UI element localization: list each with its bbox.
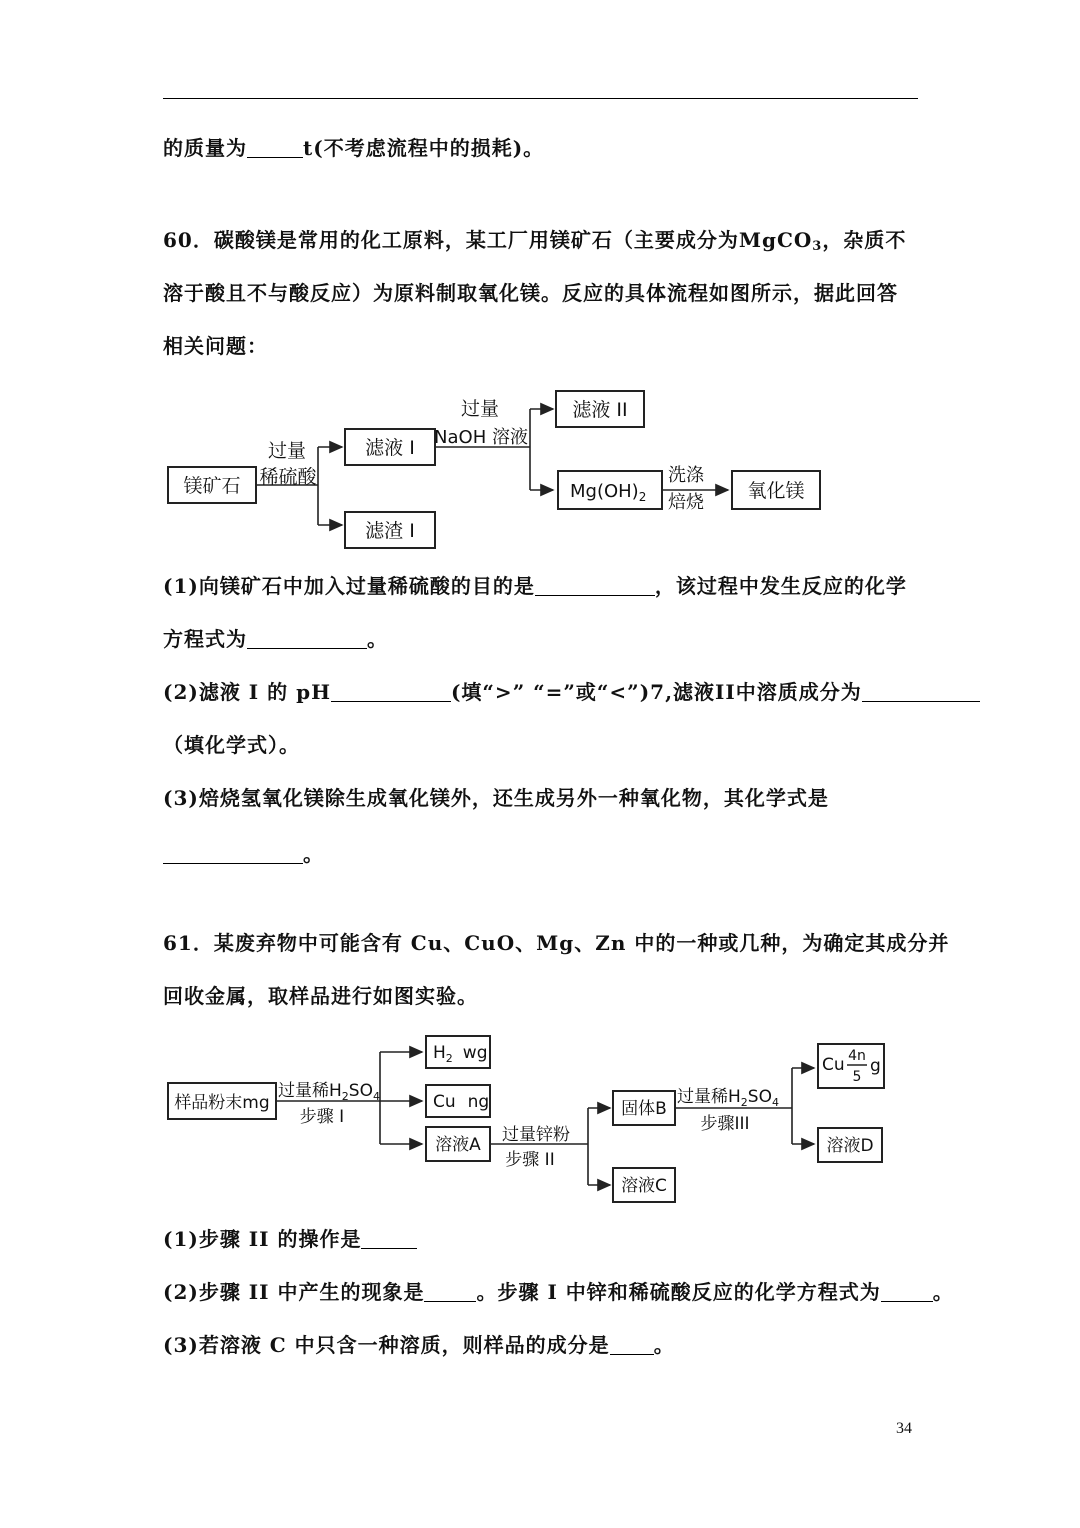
q61-part-1 [163,1227,923,1251]
text: ，杂质不 [822,228,907,252]
condition-label: NaOH 溶液 [434,427,528,448]
condition-label: 过量 [267,440,307,462]
solution-c-label: 溶液C [621,1176,667,1196]
q60-part-1-line-2 [163,627,923,651]
fraction-denominator: 5 [852,1069,862,1085]
fraction-numerator: 4n [848,1048,866,1064]
step-1-condition: 过量稀$H_2SO_4$ [278,1081,380,1103]
filtrate-2-label: 滤液 II [572,399,628,421]
page-number: 34 [896,1420,912,1437]
text: 回收金属，取样品进行如图实验。 [163,984,478,1008]
answer-blank[interactable] [361,1228,417,1249]
q60-part-1-line-1 [163,574,923,598]
subscript: 3 [812,239,823,254]
q60-intro-line-2 [163,281,923,305]
step-3-label: 步骤III [700,1114,750,1134]
q60-part-2-line-2 [163,733,923,757]
q60-intro-line-1 [163,228,923,259]
condition-label: 洗涤 [668,465,704,486]
q60-flow-diagram [160,385,840,555]
text: (3)若溶液 C 中只含一种溶质，则样品的成分是 [163,1333,610,1357]
ore-label: 镁矿石 [183,475,241,497]
text: (2)滤液 I 的 pH [163,680,331,704]
answer-blank[interactable] [424,1281,476,1302]
text: 。 [932,1280,954,1304]
text: (1)向镁矿石中加入过量稀硫酸的目的是 [163,574,535,598]
filtrate-1-label: 滤液 I [365,437,415,459]
residue-1-label: 滤渣 I [365,520,415,542]
step-2-condition: 过量锌粉 [502,1125,570,1145]
q60-part-3-line-2 [163,842,923,866]
previous-question-tail [163,136,923,160]
solution-a-label: 溶液A [435,1135,481,1155]
answer-blank[interactable] [535,575,655,596]
answer-blank[interactable] [247,628,367,649]
q61-flow-diagram [160,1030,900,1210]
text: 的质量为 [163,136,247,160]
hydrogen-label: $H_2$ wg [433,1043,488,1065]
text: 。 [367,627,388,651]
magnesium-hydroxide-label: $Mg(OH)_2$ [570,481,647,504]
step-3-condition: 过量稀$H_2SO_4$ [677,1087,779,1109]
solid-b-label: 固体B [621,1099,667,1119]
text: t(不考虑流程中的损耗)。 [303,136,545,160]
condition-label: 稀硫酸 [259,466,317,488]
text: 。 [653,1333,675,1357]
q60-part-3-line-1 [163,786,923,810]
answer-blank[interactable] [881,1281,933,1302]
q61-intro-line-2 [163,984,923,1008]
recovered-copper-label: Cu [822,1055,845,1075]
text: 61．某废弃物中可能含有 Cu、CuO、Mg、Zn 中的一种或几种，为确定其成分并 [163,931,950,955]
unit-label: g [870,1056,881,1076]
q60-intro-line-3 [163,334,923,358]
q61-part-3 [163,1333,923,1357]
condition-label: 焙烧 [668,492,704,513]
product-label: 氧化镁 [747,480,805,502]
answer-blank[interactable] [862,681,980,702]
sample-label: 样品粉末mg [174,1093,270,1113]
text: 60．碳酸镁是常用的化工原料，某工厂用镁矿石（主要成分为MgCO [163,228,813,252]
answer-blank[interactable] [610,1334,654,1355]
text: 。步骤 I 中锌和稀硫酸反应的化学方程式为 [476,1280,881,1304]
q61-intro-line-1 [163,931,950,955]
text: (2)步骤 II 中产生的现象是 [163,1280,425,1304]
text: 相关问题： [163,334,268,358]
answer-blank[interactable] [331,681,451,702]
answer-blank[interactable] [247,137,303,158]
text: 方程式为 [163,627,247,651]
step-2-label: 步骤 II [505,1150,555,1170]
text: 。 [303,842,324,866]
header-rule [163,98,918,99]
condition-label: 过量 [460,398,500,420]
text: (1)步骤 II 的操作是 [163,1227,362,1251]
text: （填化学式）。 [163,733,300,757]
solution-d-label: 溶液D [826,1136,874,1156]
copper-label: Cu ng [433,1092,490,1112]
text: ，该过程中发生反应的化学 [654,574,907,598]
text: (3)焙烧氢氧化镁除生成氧化镁外，还生成另外一种氧化物，其化学式是 [163,786,829,810]
text: 溶于酸且不与酸反应）为原料制取氧化镁。反应的具体流程如图所示，据此回答 [163,281,898,305]
text: (填“>” “=”或“<”)7,滤液II中溶质成分为 [450,680,862,704]
step-1-label: 步骤 I [299,1107,345,1127]
answer-blank[interactable] [163,843,303,864]
q60-part-2-line-1 [163,680,923,704]
q61-part-2 [163,1280,954,1304]
